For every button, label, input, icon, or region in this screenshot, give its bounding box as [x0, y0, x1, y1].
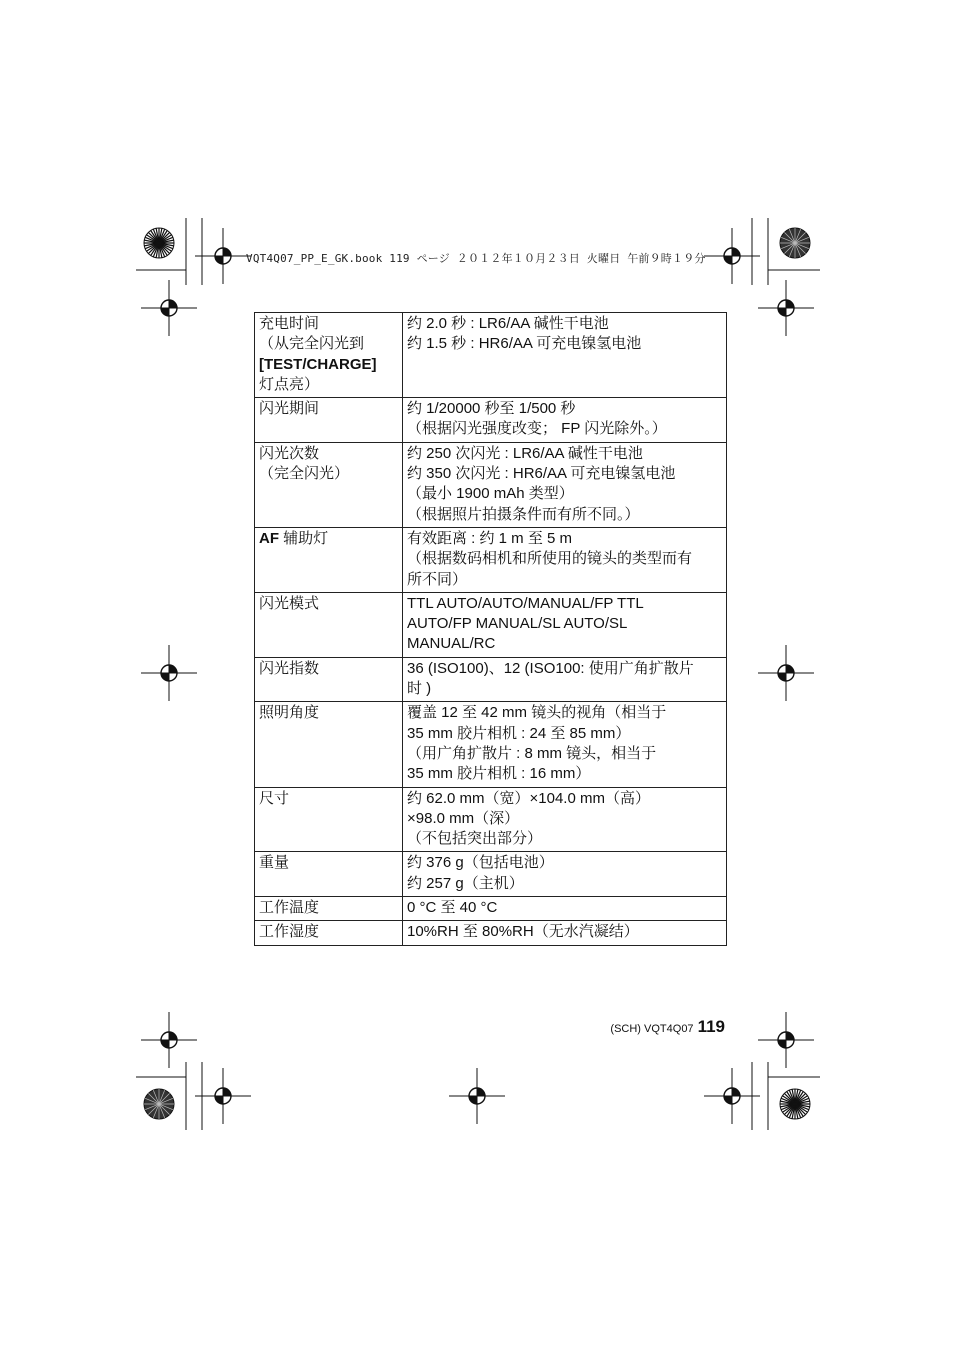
spec-value-line: 10%RH 至 80%RH（无水汽凝结）	[407, 923, 639, 941]
spec-value-line: 0 °C 至 40 °C	[407, 899, 498, 917]
spec-value-line: 约 350 次闪光 : HR6/AA 可充电镍氢电池	[407, 465, 676, 483]
spec-label-line: 尺寸	[259, 789, 290, 807]
spec-value-line: （根据照片拍摄条件而有所不同。）	[407, 505, 640, 523]
spec-label-line: 工作湿度	[259, 923, 320, 941]
spec-label	[255, 398, 403, 443]
table-row	[255, 897, 727, 921]
spec-value-line: 约 1/20000 秒至 1/500 秒	[407, 400, 576, 418]
table-row	[255, 702, 727, 787]
spec-value-line: ×98.0 mm（深）	[407, 809, 520, 827]
spec-value-line: 约 257 g（主机）	[407, 874, 524, 892]
spec-value	[403, 702, 727, 787]
table-row	[255, 852, 727, 897]
spec-label-line: 照明角度	[259, 704, 320, 722]
spec-value	[403, 897, 727, 921]
spec-label-line: （从完全闪光到	[259, 335, 365, 353]
spec-label-line: 灯点亮）	[259, 375, 320, 393]
spec-label-line: 充电时间	[259, 315, 320, 332]
spec-label	[255, 852, 403, 897]
spec-value-line: AUTO/FP MANUAL/SL AUTO/SL	[407, 615, 628, 633]
spec-value	[403, 398, 727, 443]
spec-label-line: 闪光次数	[259, 444, 320, 462]
spec-label	[255, 702, 403, 787]
spec-value	[403, 592, 727, 657]
spec-value-line: 覆盖 12 至 42 mm 镜头的视角（相当于	[407, 704, 667, 722]
spec-value	[403, 787, 727, 852]
spec-value-line: 约 250 次闪光 : LR6/AA 碱性干电池	[407, 444, 643, 462]
spec-value-line: 35 mm 胶片相机 : 24 至 85 mm）	[407, 724, 631, 742]
spec-value-line: 约 1.5 秒 : HR6/AA 可充电镍氢电池	[407, 335, 642, 353]
spec-value-line: （根据数码相机和所使用的镜头的类型而有	[407, 550, 693, 568]
spec-table-body	[255, 313, 727, 946]
spec-value	[403, 852, 727, 897]
spec-label	[255, 897, 403, 921]
table-row	[255, 398, 727, 443]
spec-label-line: 闪光模式	[259, 594, 320, 612]
spec-value	[403, 921, 727, 945]
spec-label-line: （完全闪光）	[259, 465, 350, 483]
spec-value	[403, 442, 727, 527]
spec-value-line: 36 (ISO100)、12 (ISO100: 使用广角扩散片	[407, 659, 694, 677]
spec-value-line: 约 2.0 秒 : LR6/AA 碱性干电池	[407, 315, 609, 332]
page-number: 119	[697, 1017, 725, 1036]
spec-label	[255, 787, 403, 852]
table-row	[255, 921, 727, 945]
spec-label-line: AF 辅助灯	[259, 529, 329, 547]
spec-value-line: 所不同）	[407, 570, 468, 588]
table-row	[255, 527, 727, 592]
spec-table	[254, 312, 727, 946]
spec-label-line: [TEST/CHARGE]	[259, 355, 377, 373]
spec-value-line: （用广角扩散片 : 8 mm 镜头，相当于	[407, 744, 657, 762]
spec-label-line: 闪光期间	[259, 400, 320, 418]
spec-value-line: 时 )	[407, 680, 432, 698]
spec-label	[255, 442, 403, 527]
page-footer	[610, 1017, 725, 1037]
table-row	[255, 657, 727, 702]
table-row	[255, 313, 727, 398]
spec-value-line: 约 376 g（包括电池）	[407, 854, 554, 872]
spec-label	[255, 921, 403, 945]
print-header: VQT4Q07_PP_E_GK.book 119 ページ ２０１２年１０月２３日 火曜日 午前９時１９分	[246, 252, 706, 265]
spec-label-line: 工作温度	[259, 899, 320, 917]
footer-code: (SCH) VQT4Q07	[610, 1023, 694, 1035]
spec-value-line: （根据闪光强度改变； FP 闪光除外。）	[407, 420, 667, 438]
spec-value-line: MANUAL/RC	[407, 635, 496, 653]
spec-label	[255, 527, 403, 592]
spec-value-line: 有效距离 : 约 1 m 至 5 m	[407, 529, 573, 547]
spec-value-line: 约 62.0 mm（宽）×104.0 mm（高）	[407, 789, 650, 807]
spec-value-line: （最小 1900 mAh 类型）	[407, 485, 574, 503]
spec-label	[255, 313, 403, 398]
spec-value-line: TTL AUTO/AUTO/MANUAL/FP TTL	[407, 594, 644, 612]
table-row	[255, 442, 727, 527]
table-row	[255, 787, 727, 852]
spec-value	[403, 657, 727, 702]
spec-value	[403, 527, 727, 592]
spec-label-line: 闪光指数	[259, 659, 320, 677]
spec-value	[403, 313, 727, 398]
spec-label-line: 重量	[259, 854, 290, 872]
spec-label	[255, 657, 403, 702]
table-row	[255, 592, 727, 657]
spec-value-line: （不包括突出部分）	[407, 830, 543, 848]
spec-value-line: 35 mm 胶片相机 : 16 mm）	[407, 765, 591, 783]
spec-label	[255, 592, 403, 657]
